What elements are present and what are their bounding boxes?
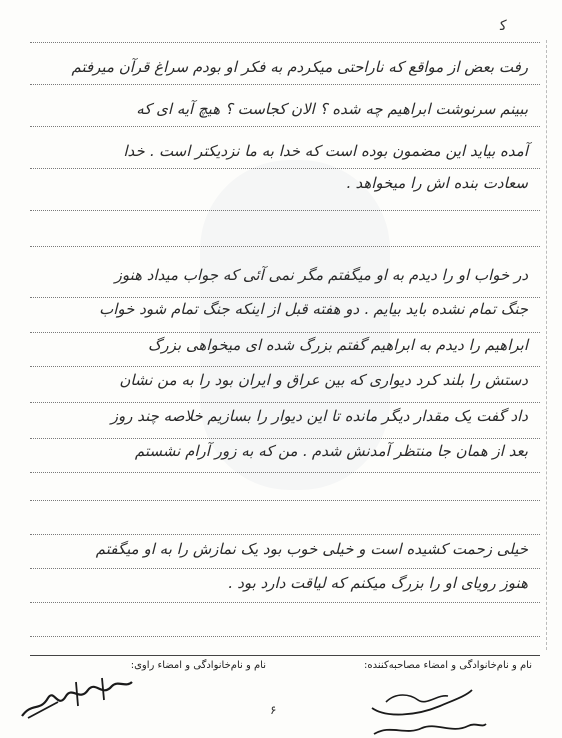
ruled-line: [30, 438, 540, 439]
handwritten-line: آمده بیاید این مضمون بوده است که خدا به ما نزدیکتر است . خدا: [123, 142, 528, 160]
handwritten-line: در خواب او را دیدم به او میگفتم مگر نمی آئی که جواب میداد هنوز: [114, 266, 528, 284]
footer-divider: [30, 655, 540, 656]
ruled-line: [30, 126, 540, 127]
ruled-line: [30, 84, 540, 85]
page-number: ۶: [270, 703, 277, 717]
handwritten-line: سعادت بنده اش را میخواهد .: [345, 174, 528, 192]
handwritten-line: جنگ تمام نشده باید بیایم . دو هفته قبل از اینکه جنگ تمام شود خواب: [99, 300, 528, 318]
ruled-line: [30, 332, 540, 333]
ruled-line: [30, 636, 540, 637]
handwritten-line: داد گفت یک مقدار دیگر مانده تا این دیوار را بسازیم خلاصه چند روز: [110, 407, 528, 425]
ruled-line: [30, 402, 540, 403]
ruled-line: [30, 366, 540, 367]
ruled-line: [30, 472, 540, 473]
ruled-line: [30, 602, 540, 603]
ruled-line: [30, 246, 540, 247]
handwritten-line: بعد از همان جا منتظر آمدنش شدم . من که به زور آرام نشستم: [134, 442, 528, 460]
ruled-line: [30, 210, 540, 211]
ruled-line: [30, 168, 540, 169]
interviewer-signature: [366, 682, 476, 722]
ruled-line: [30, 568, 540, 569]
interviewer-label: نام و نام‌خانوادگی و امضاء مصاحبه‌کننده:: [364, 660, 532, 671]
ruled-line: [30, 534, 540, 535]
handwritten-line: هنوز رویای او را بزرگ میکنم که لیاقت دارد بود .: [227, 574, 528, 592]
narrator-signature: [18, 672, 138, 724]
ruled-line: [30, 42, 540, 43]
ruled-line: [30, 297, 540, 298]
ruled-line: [30, 500, 540, 501]
narrator-label: نام و نام‌خانوادگی و امضاء راوی:: [130, 660, 266, 671]
handwritten-line: ابراهیم را دیدم به ابراهیم گفتم بزرگ شده ای میخواهی بزرگ: [148, 336, 528, 354]
interviewer-signature-trail: [370, 720, 490, 738]
handwritten-line: ببینم سرنوشت ابراهیم چه شده ؟ الان کجاست ؟ هیچ آیه ای که: [136, 100, 528, 118]
page-margin-line: [546, 40, 547, 650]
corner-mark: ﮐ: [500, 18, 507, 34]
handwritten-line: دستش را بلند کرد دیواری که بین عراق و ایران بود را به من نشان: [119, 371, 528, 389]
handwritten-line: رفت بعض از مواقع که ناراحتی میکردم به فکر او بودم سراغ قرآن میرفتم: [71, 58, 528, 76]
handwritten-line: خیلی زحمت کشیده است و خیلی خوب بود یک نمازش را به او میگفتم: [95, 540, 528, 558]
